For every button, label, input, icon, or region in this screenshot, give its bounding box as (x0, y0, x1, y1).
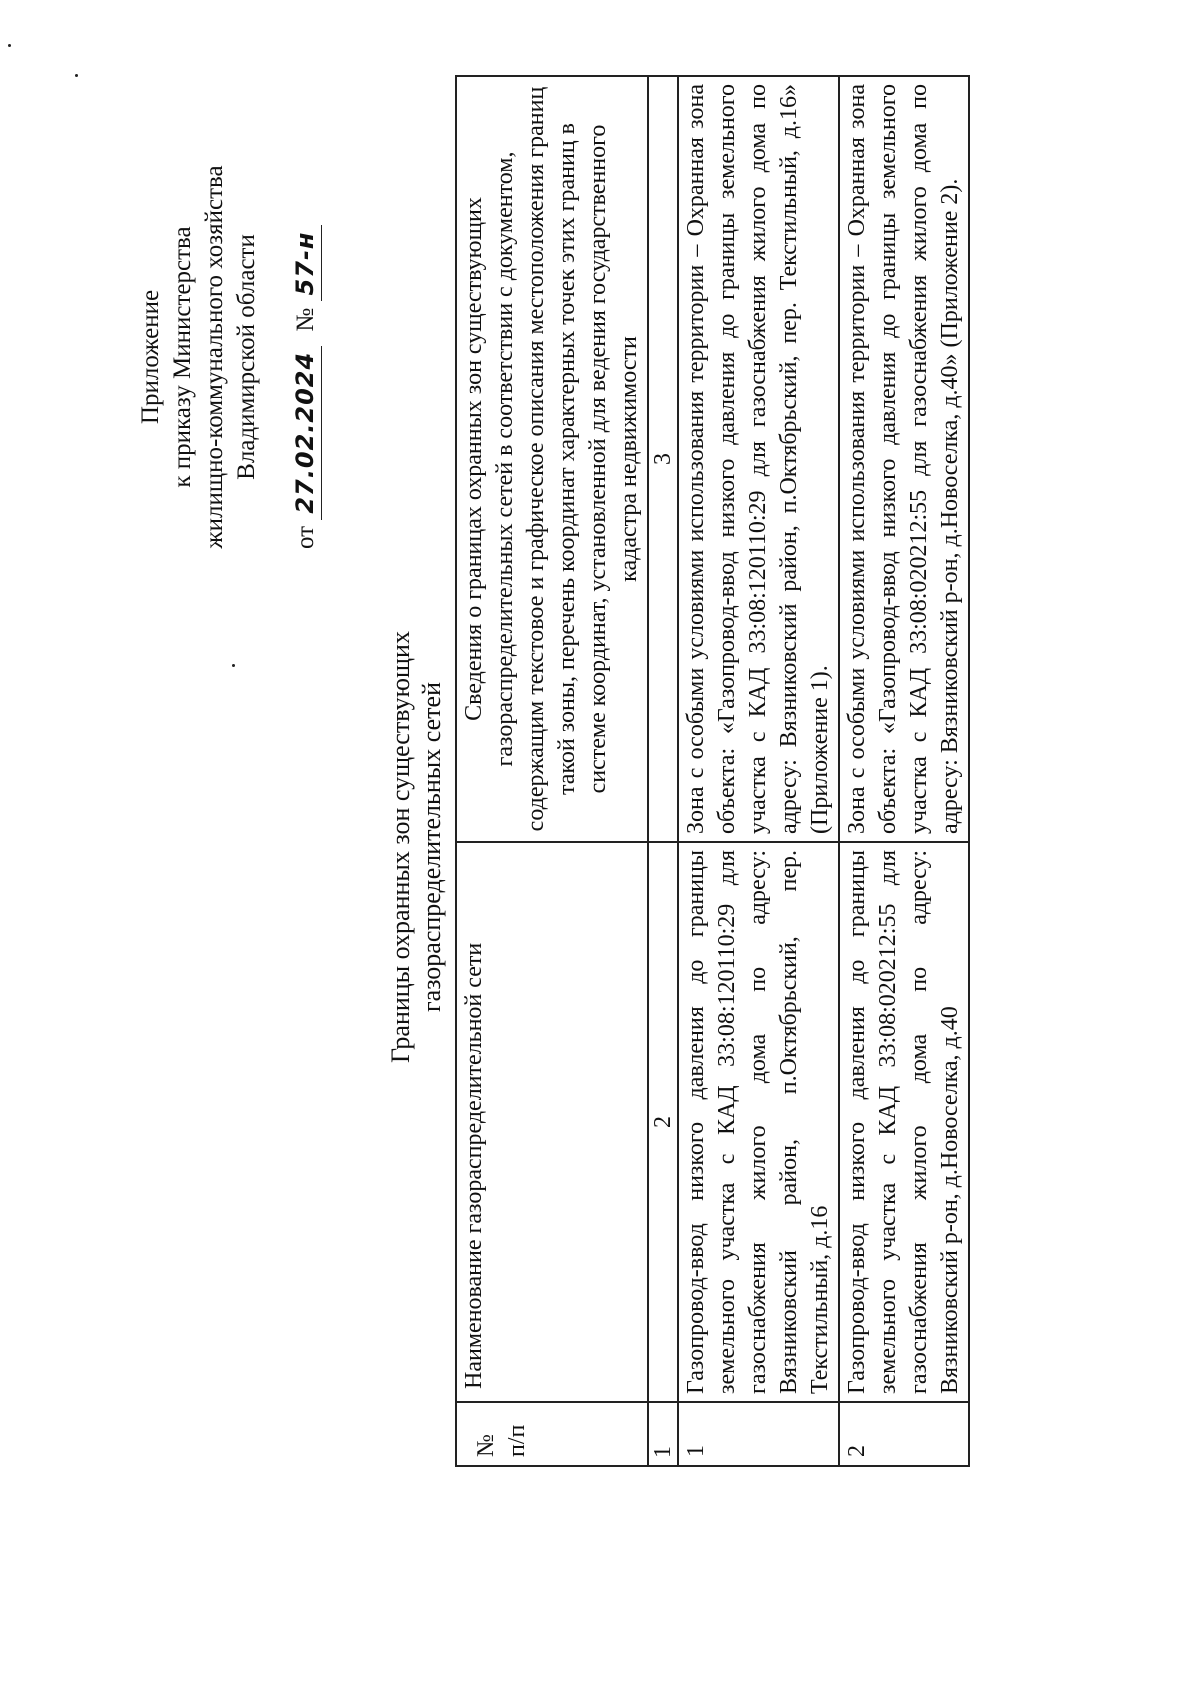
table-row (839, 76, 969, 1466)
table-row (678, 76, 839, 1466)
row-number: 1 (678, 1402, 839, 1466)
zones-table (455, 75, 970, 1467)
appendix-date-line (289, 147, 322, 567)
column-number: 3 (648, 76, 678, 842)
scan-speck (232, 664, 235, 667)
row-network-name: Газопровод-ввод низкого давления до границы земельного участка с КАД 33:08:120110:29 для газоснабжения жилого дома по адресу: Вязниковский район, п.Октябрьский, пер. Текстильный, д.16 (678, 842, 839, 1402)
header-network-name: Наименование газораспределительной сети (456, 842, 648, 1402)
handwritten-order-number: 57-н (289, 226, 322, 302)
column-number: 1 (648, 1402, 678, 1466)
scan-speck (75, 74, 78, 77)
table-header-row (456, 76, 648, 1466)
handwritten-date: 27.02.2024 (289, 346, 322, 520)
row-zone-info: Зона с особыми условиями использования территории – Охранная зона объекта: «Газопровод-ввод низкого давления до границы земельного участка с КАД 33:08:120110:29 для газоснабжения жилого дома по адресу: Вязниковский район, п.Октябрьский, пер. Текстильный, д.16» (Приложение 1). (678, 76, 839, 842)
scan-speck (8, 44, 11, 47)
row-network-name: Газопровод-ввод низкого давления до границы земельного участка с КАД 33:08:020212:55 для газоснабжения жилого дома по адресу: Вязниковский р-он, д.Новоселка, д.40 (839, 842, 969, 1402)
column-number: 2 (648, 842, 678, 1402)
appendix-region-line: Владимирской области (233, 234, 260, 480)
document-title (385, 527, 447, 1167)
row-number: 2 (839, 1402, 969, 1466)
number-prefix: № (292, 307, 319, 332)
column-number-row (648, 76, 678, 1466)
title-line-1: Границы охранных зон существующих (386, 631, 415, 1063)
date-prefix: от (292, 525, 319, 549)
appendix-order-line: к приказу Министерства (169, 226, 196, 488)
appendix-block (135, 147, 322, 567)
header-zone-info: Сведения о границах охранных зон существующих газораспределительных сетей в соответствии с документом, содержащим текстовое и графическое описания местоположения границ такой зоны, перечень координат характерных точек этих границ в системе координат, установленной для ведения государственного кадастра недвижимости (456, 76, 648, 842)
title-line-2: газораспределительных сетей (417, 682, 446, 1013)
header-number: № п/п (456, 1402, 648, 1466)
row-zone-info: Зона с особыми условиями использования территории – Охранная зона объекта: «Газопровод-ввод низкого давления до границы земельного участка с КАД 33:08:020212:55 для газоснабжения жилого дома по адресу: Вязниковский р-он, д.Новоселка, д.40» (Приложение 2). (839, 76, 969, 842)
appendix-ministry-line: жилищно-коммунального хозяйства (201, 165, 228, 549)
appendix-heading: Приложение (137, 289, 164, 425)
